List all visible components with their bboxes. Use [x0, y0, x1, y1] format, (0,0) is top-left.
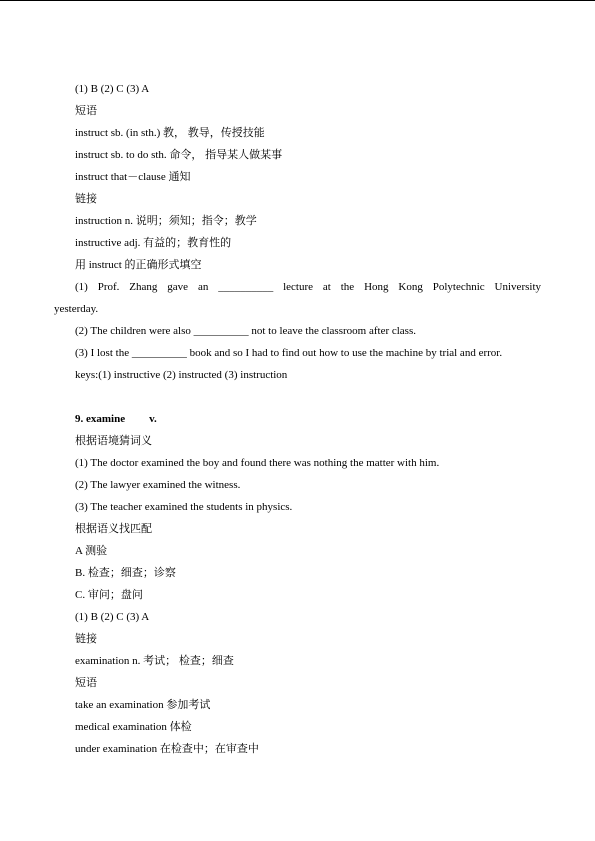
instruct-phrases-heading: 短语 — [75, 105, 97, 117]
examine-phrase-2: medical examination 体检 — [75, 721, 192, 733]
instruct-exercise-1: (1) Prof. Zhang gave an __________ lecture at the Hong Kong Polytechnic University — [75, 281, 541, 293]
examine-guess-heading: 根据语境猜词义 — [75, 435, 152, 447]
examine-links-heading: 链接 — [75, 633, 97, 645]
instruct-phrase-2: instruct sb. to do sth. 命令， 指导某人做某事 — [75, 149, 283, 161]
instruct-exercise-2: (2) The children were also __________ not to leave the classroom after class. — [75, 325, 416, 337]
examine-match-heading: 根据语义找匹配 — [75, 523, 152, 535]
instruct-phrase-1: instruct sb. (in sth.) 教， 教导，传授技能 — [75, 127, 265, 139]
examine-part-of-speech: v. — [149, 413, 157, 425]
instruct-exercise-3: (3) I lost the __________ book and so I had to find out how to use the machine by trial and error. — [75, 347, 503, 359]
instruct-exercise-heading: 用 instruct 的正确形式填空 — [75, 259, 202, 271]
instruct-link-2: instructive adj. 有益的；教育性的 — [75, 237, 232, 249]
examine-title — [75, 408, 541, 430]
section-spacer — [75, 386, 541, 408]
examine-sentence-2: (2) The lawyer examined the witness. — [75, 479, 241, 491]
examine-phrase-1: take an examination 参加考试 — [75, 699, 211, 711]
examine-link-1: examination n. 考试； 检查；细查 — [75, 655, 234, 667]
examine-option-c: C. 审问；盘问 — [75, 589, 143, 601]
instruct-phrase-3: instruct that－clause 通知 — [75, 171, 191, 183]
instruct-link-1: instruction n. 说明；须知；指令；教学 — [75, 215, 257, 227]
instruct-exercise-1-continued: yesterday. — [54, 303, 99, 315]
examine-sentence-1: (1) The doctor examined the boy and found there was nothing the matter with him. — [75, 457, 440, 469]
examine-answers: (1) B (2) C (3) A — [75, 611, 150, 623]
top-border-line — [0, 0, 595, 1]
examine-phrase-3: under examination 在检查中；在审查中 — [75, 743, 259, 755]
instruct-answers: (1) B (2) C (3) A — [75, 83, 150, 95]
examine-option-b: B. 检查；细查；诊察 — [75, 567, 176, 579]
examine-phrases-heading: 短语 — [75, 677, 97, 689]
instruct-links-heading: 链接 — [75, 193, 97, 205]
examine-sentence-3: (3) The teacher examined the students in physics. — [75, 501, 293, 513]
document-body — [54, 78, 541, 760]
examine-option-a: A 测验 — [75, 545, 108, 557]
instruct-keys: keys:(1) instructive (2) instructed (3) instruction — [75, 369, 288, 381]
examine-word-title: 9. examine — [75, 413, 126, 425]
